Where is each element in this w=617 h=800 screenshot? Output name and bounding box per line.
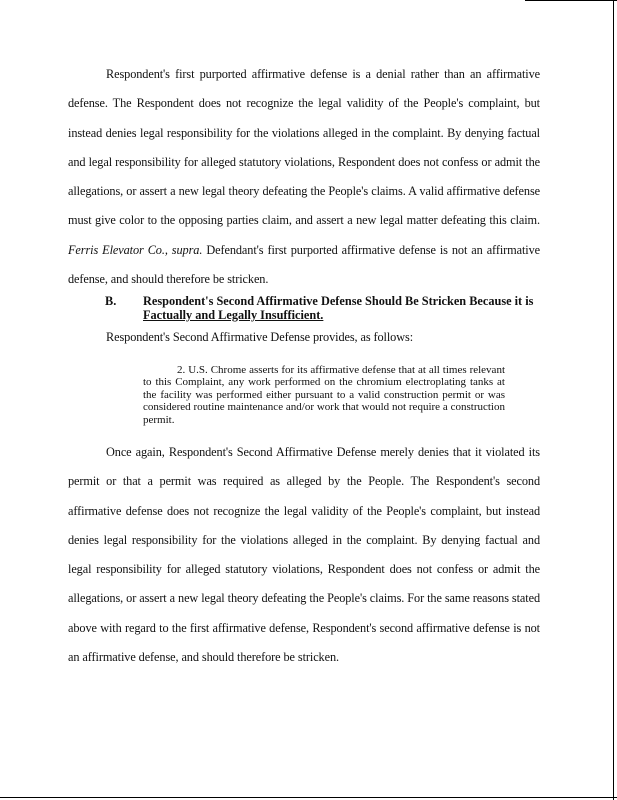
paragraph-first-defense (68, 60, 540, 294)
scan-border-top (525, 0, 617, 1)
section-title-line-1: Respondent's Second Affirmative Defense Should Be Stricken Because it is (143, 294, 534, 308)
intro-line: Respondent's Second Affirmative Defense provides, as follows: (106, 330, 414, 344)
paragraph-second-defense: Once again, Respondent's Second Affirmative Defense merely denies that it violated its permit or that a permit was required as alleged by the People. The Respondent's second affirmative defense does not recognize the legal validity of the People's complaint, but instead denies legal responsibility for the violations alleged in the complaint. By denying factual and legal responsibility for alleged statutory violations, Respondent does not confess or admit the allegations, or assert a new legal theory defeating the People's claims. For the same reasons stated above with regard to the first affirmative defense, Respondent's second affirmative defense is not an affirmative defense, and should therefore be stricken. (68, 445, 540, 664)
paragraph-first-defense-text: Respondent's first purported affirmative defense is a denial rather than an affirmative defense. The Respondent does not recognize the legal validity of the People's complaint, but instead denies legal responsibility for the violations alleged in the complaint. By denying factual and legal responsibility for alleged statutory violations, Respondent does not confess or admit the allegations, or assert a new legal theory defeating the People's claims. A valid affirmative defense must give color to the opposing parties claim, and assert a new legal matter defeating this claim. (68, 67, 540, 228)
block-quote-second-defense: 2. U.S. Chrome asserts for its affirmative defense that at all times relevant to this Complaint, any work performed on the chromium electroplating tanks at the facility was performed either pursuant to a valid construction permit or was considered routine maintenance and/or work that would not require a construction permit. (143, 364, 505, 426)
section-title (143, 294, 543, 322)
case-citation: Ferris Elevator Co., supra. (68, 242, 203, 257)
scan-border-right (613, 0, 614, 800)
paragraph-first-defense-conclusion: Defendant's first purported affirmative defense is not an affirmative defense, and should therefore be stricken. (68, 242, 540, 286)
section-title-line-2: Factually and Legally Insufficient. (143, 308, 324, 322)
section-letter: B. (105, 294, 117, 308)
scan-border-bottom (0, 797, 617, 798)
